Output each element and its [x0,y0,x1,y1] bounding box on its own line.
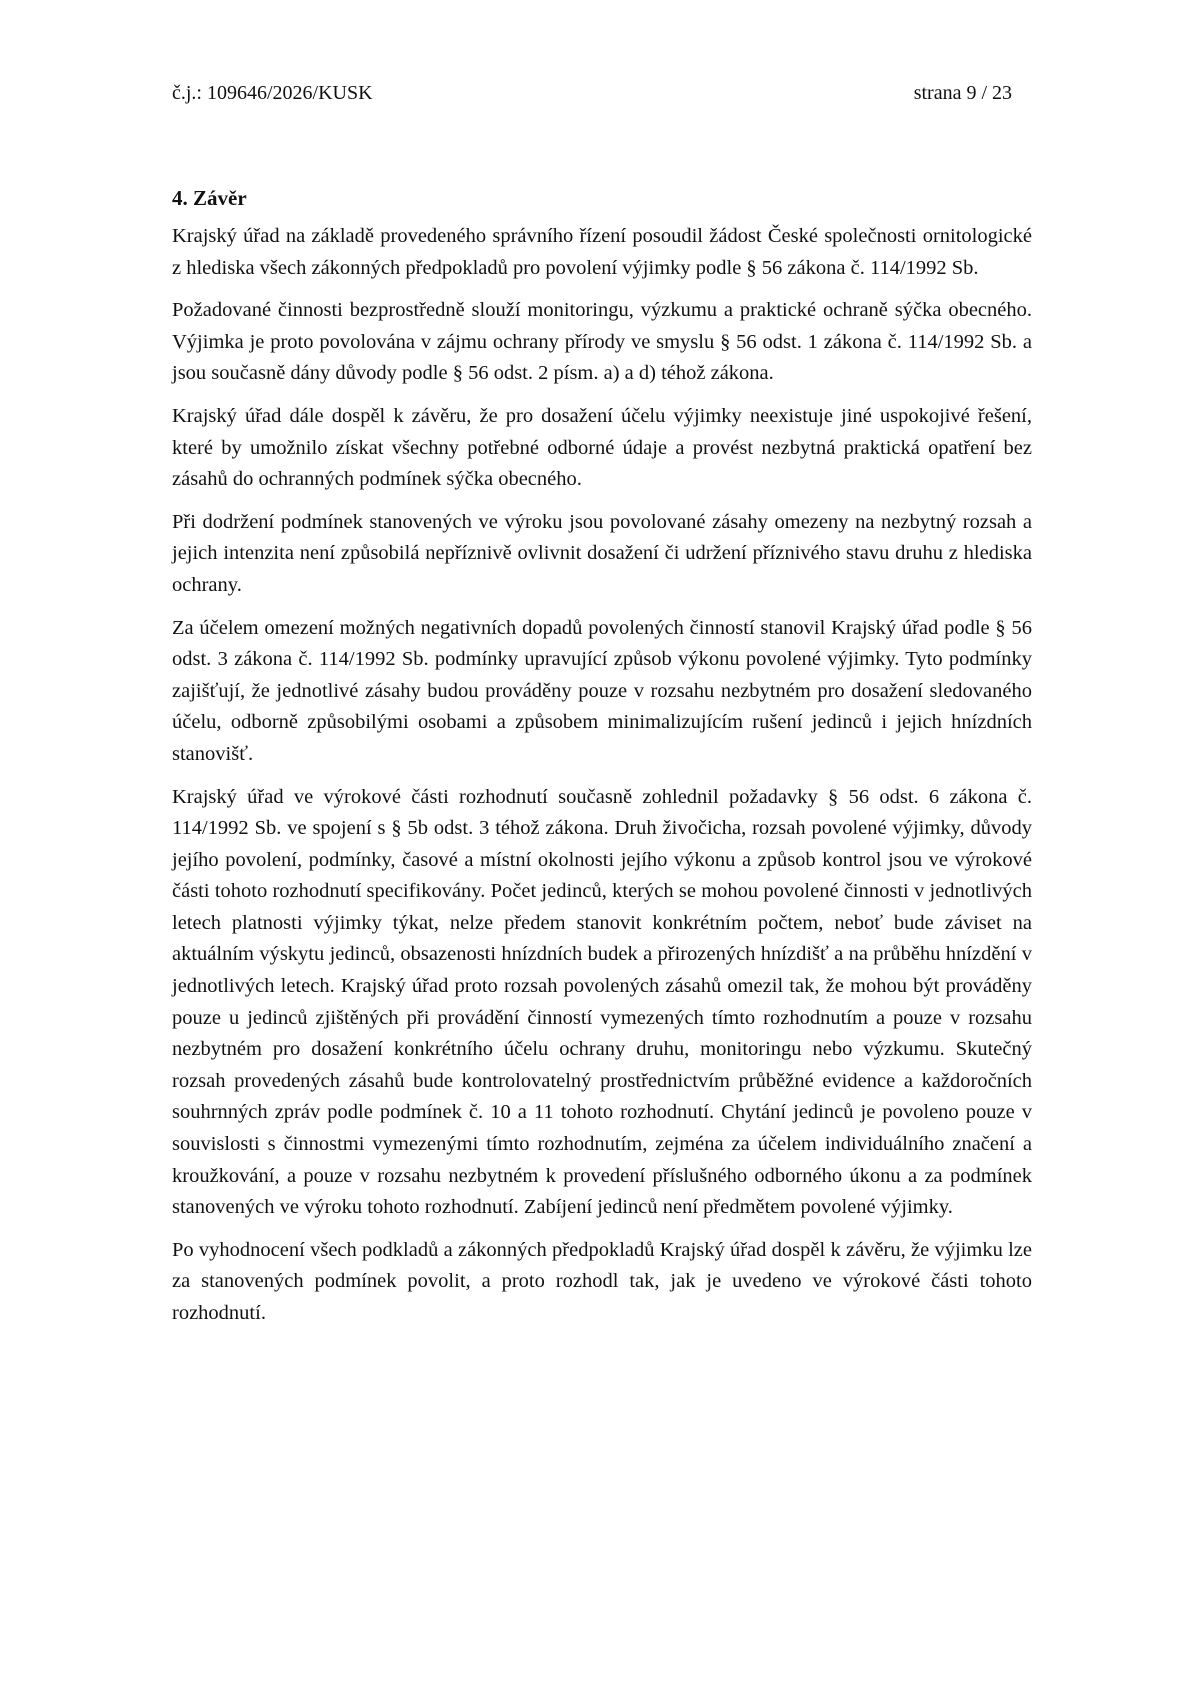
paragraph: Krajský úřad ve výrokové části rozhodnutí současně zohlednil požadavky § 56 odst. 6 zákona č. 114/1992 Sb. ve spojení s § 5b odst. 3 téhož zákona. Druh živočicha, rozsah povolené výjimky, důvody jejího povolení, podmínky, časové a místní okolnosti jejího výkonu a způsob kontrol jsou ve výrokové části tohoto rozhodnutí specifikovány. Počet jedinců, kterých se mohou povolené činnosti v jednotlivých letech platnosti výjimky týkat, nelze předem stanovit konkrétním počtem, neboť bude záviset na aktuálním výskytu jedinců, obsazenosti hnízdních budek a přirozených hnízdišť a na průběhu hnízdění v jednotlivých letech. Krajský úřad proto rozsah povolených zásahů omezil tak, že mohou být prováděny pouze u jedinců zjištěných při provádění činností vymezených tímto rozhodnutím a pouze v rozsahu nezbytném pro dosažení konkrétního účelu ochrany druhu, monitoringu nebo výzkumu. Skutečný rozsah provedených zásahů bude kontrolovatelný prostřednictvím průběžné evidence a každoročních souhrnných zpráv podle podmínek č. 10 a 11 tohoto rozhodnutí. Chytání jedinců je povoleno pouze v souvislosti s činnostmi vymezenými tímto rozhodnutím, zejména za účelem individuálního značení a kroužkování, a pouze v rozsahu nezbytném k provedení příslušného odborného úkonu a za podmínek stanovených ve výroku tohoto rozhodnutí. Zabíjení jedinců není předmětem povolené výjimky. [172,785,1032,1219]
paragraph: Požadované činnosti bezprostředně slouží monitoringu, výzkumu a praktické ochraně sýčka obecného. Výjimka je proto povolována v zájmu ochrany přírody ve smyslu § 56 odst. 1 zákona č. 114/1992 Sb. a jsou současně dány důvody podle § 56 odst. 2 písm. a) a d) téhož zákona. [172,299,1032,385]
paragraph: Po vyhodnocení všech podkladů a zákonných předpokladů Krajský úřad dospěl k závěru, že výjimku lze za stanovených podmínek povolit, a proto rozhodl tak, jak je uvedeno ve výrokové části tohoto rozhodnutí. [172,1238,1032,1324]
page-number: strana 9 / 23 [913,82,1012,104]
paragraph: Krajský úřad na základě provedeného správního řízení posoudil žádost České společnosti ornitologické z hlediska všech zákonných předpokladů pro povolení výjimky podle § 56 zákona č. 114/1992 Sb. [172,225,1032,279]
paragraph: Za účelem omezení možných negativních dopadů povolených činností stanovil Krajský úřad podle § 56 odst. 3 zákona č. 114/1992 Sb. podmínky upravující způsob výkonu povolené výjimky. Tyto podmínky zajišťují, že jednotlivé zásahy budou prováděny pouze v rozsahu nezbytném pro dosažení sledovaného účelu, odborně způsobilými osobami a způsobem minimalizujícím rušení jedinců i jejich hnízdních stanovišť. [172,616,1032,765]
reference-number: č.j.: 109646/2026/KUSK [172,82,373,104]
paragraph: Krajský úřad dále dospěl k závěru, že pro dosažení účelu výjimky neexistuje jiné uspokojivé řešení, které by umožnilo získat všechny potřebné odborné údaje a provést nezbytná praktická opatření bez zásahů do ochranných podmínek sýčka obecného. [172,404,1032,491]
paragraph: Při dodržení podmínek stanovených ve výroku jsou povolované zásahy omezeny na nezbytný rozsah a jejich intenzita není způsobilá nepříznivě ovlivnit dosažení či udržení příznivého stavu druhu z hlediska ochrany. [172,510,1032,596]
section-title: 4. Závěr [172,186,247,210]
page-header [172,80,1012,106]
section-conclusion [172,183,1032,1341]
